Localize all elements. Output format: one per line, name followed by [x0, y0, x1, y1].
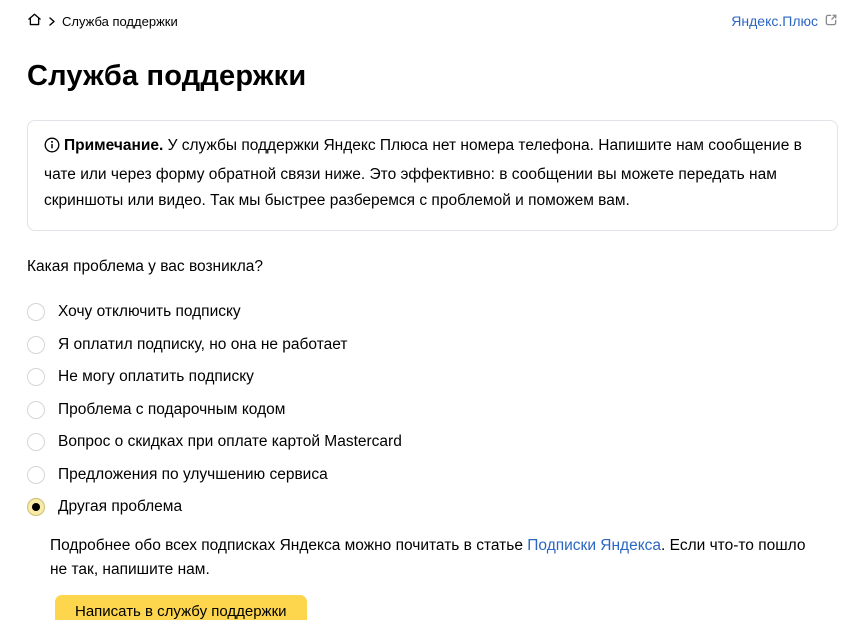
radio-option[interactable]	[27, 361, 838, 394]
radio-option[interactable]	[27, 394, 838, 427]
radio-circle-icon	[27, 303, 45, 321]
footnote-text-before: Подробнее обо всех подписках Яндекса можно почитать в статье	[50, 536, 528, 554]
yandex-plus-link[interactable]	[731, 13, 838, 30]
radio-option-label: Хочу отключить подписку	[58, 303, 241, 321]
radio-option-label: Другая проблема	[58, 498, 183, 516]
radio-group	[27, 296, 838, 524]
radio-option-label: Проблема с подарочным кодом	[58, 400, 286, 418]
radio-option-label: Предложения по улучшению сервиса	[58, 465, 328, 483]
radio-option[interactable]	[27, 329, 838, 362]
note-label: Примечание.	[64, 137, 164, 154]
radio-circle-icon	[27, 401, 45, 419]
footnote	[50, 534, 815, 582]
page-title: Служба поддержки	[27, 60, 307, 92]
home-icon	[27, 12, 42, 30]
breadcrumb-current: Служба поддержки	[62, 13, 178, 29]
radio-circle-icon	[27, 466, 45, 484]
info-icon	[44, 136, 60, 162]
question-label: Какая проблема у вас возникла?	[27, 258, 264, 275]
subscriptions-article-link[interactable]: Подписки Яндекса	[527, 536, 662, 554]
radio-option[interactable]	[27, 426, 838, 459]
radio-option-label: Не могу оплатить подписку	[58, 368, 254, 386]
radio-option-label: Я оплатил подписку, но она не работает	[58, 335, 348, 353]
radio-option-label: Вопрос о скидках при оплате картой Mastercard	[58, 433, 402, 451]
topbar	[27, 0, 838, 30]
radio-circle-icon	[27, 336, 45, 354]
external-link-icon	[824, 13, 838, 30]
radio-circle-icon	[27, 368, 45, 386]
radio-circle-icon	[27, 498, 45, 516]
radio-option[interactable]	[27, 459, 838, 492]
radio-circle-icon	[27, 433, 45, 451]
write-to-support-button[interactable]: Написать в службу поддержки	[55, 595, 307, 620]
note-box	[27, 120, 838, 231]
chevron-right-icon	[49, 17, 55, 26]
breadcrumb	[27, 12, 178, 30]
breadcrumb-home[interactable]	[27, 12, 42, 30]
note-text: У службы поддержки Яндекс Плюса нет номера телефона. Напишите нам сообщение в чате или через форму обратной связи ниже. Это эффективно: в сообщении вы можете передать нам скриншоты или видео. Так мы быстрее разберемся с проблемой и поможем вам.	[44, 137, 802, 209]
footnote-text-after: . Если что-то пошло не так, напишите нам.	[50, 536, 806, 578]
radio-option[interactable]	[27, 296, 838, 329]
yandex-plus-link-label: Яндекс.Плюс	[731, 13, 818, 29]
radio-option[interactable]	[27, 491, 838, 524]
